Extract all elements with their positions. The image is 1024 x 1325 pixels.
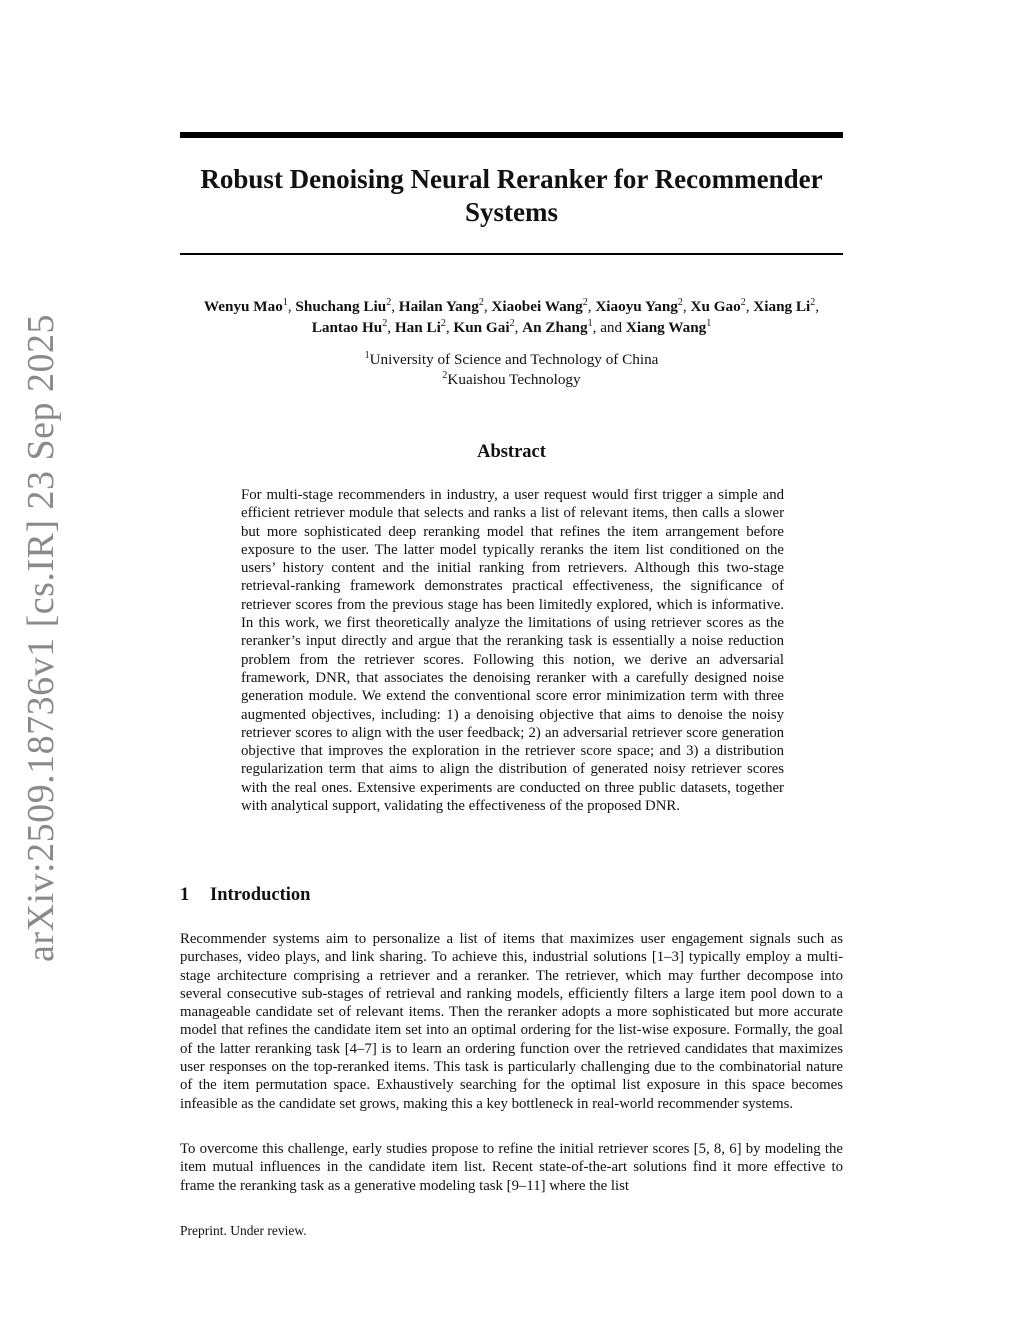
author-affiliation-mark: 2 (509, 318, 515, 329)
author-name: Wenyu Mao (203, 298, 283, 315)
author-name: Hailan Yang (398, 298, 479, 315)
paper-title (180, 163, 843, 229)
section-title: Introduction (210, 885, 311, 905)
author-affiliation-mark: 1 (706, 318, 712, 329)
intro-paragraph-2: To overcome this challenge, early studies propose to refine the initial retriever scores [5, 8, 6] by modeling the item mutual influences in the candidate item list. Recent state-of-the-art solutions find it more effective to frame the reranking task as a generative modeling task [9–11] where the list (180, 1141, 843, 1194)
title-line-1: Robust Denoising Neural Reranker for Recommender (200, 164, 823, 194)
section-heading (180, 885, 843, 906)
author-name: Xiang Wang (625, 319, 707, 336)
affiliation-number: 2 (442, 370, 448, 381)
author-affiliation-mark: 2 (582, 297, 588, 308)
abstract-heading: Abstract (477, 442, 546, 462)
author-name: Kun Gai (453, 319, 510, 336)
authors-and: and (600, 319, 623, 336)
author-name: Xiang Li (753, 298, 811, 315)
author-list: Wenyu Mao$^1$, Shuchang Liu$^2$, Hailan Yang$^2$, Xiaobei Wang$^2$, Xiaoyu Yang$^2$, Xu Gao$^2$, Xiang Li$^2$, Lantao Hu$^2$, Han Li$^2$, Kun Gai$^2$, An Zhang$^1$, and Xiang Wang$^1$ (203, 297, 820, 336)
affiliation-number: 1 (364, 350, 370, 361)
affiliation-name: Kuaishou Technology (447, 371, 581, 388)
affiliation-name: University of Science and Technology of China (369, 351, 659, 368)
author-affiliation-mark: 2 (382, 318, 388, 329)
author-affiliation-mark: 2 (810, 297, 816, 308)
author-affiliation-mark: 2 (740, 297, 746, 308)
section-number: 1 (180, 885, 190, 905)
arxiv-identifier: arXiv:2509.18736v1 [cs.IR] 23 Sep 2025 (20, 313, 62, 962)
title-rule-top (180, 132, 843, 138)
intro-paragraph-1: Recommender systems aim to personalize a list of items that maximizes user engagement signals such as purchases, video plays, and link sharing. To achieve this, industrial solutions [1–3] typically employ a multi-stage architecture comprising a retriever and a reranker. The retriever, which may further decompose into several consecutive sub-stages of retrieval and ranking models, efficiently filters a large item pool down to a manageable candidate set of relevant items. Then the reranker adopts a more sophisticated but more accurate model that refines the candidate item set into an optimal ordering for the list-wise exposure. Formally, the goal of the latter reranking task [4–7] is to learn an ordering function over the retrieved candidates that maximizes user responses on the top-reranked items. This task is particularly challenging due to the combinatorial nature of the item permutation space. Exhaustively searching for the optimal list exposure in this space becomes infeasible as the candidate set grows, making this a key bottleneck in real-world recommender systems. (180, 931, 843, 1112)
author-affiliation-mark: 2 (386, 297, 392, 308)
affiliation-list (180, 350, 843, 390)
author-name: Xiaobei Wang (491, 298, 583, 315)
author-name: Han Li (394, 319, 441, 336)
author-affiliation-mark: 2 (677, 297, 683, 308)
page-footer: Preprint. Under review. (180, 1223, 307, 1238)
author-name: An Zhang (522, 319, 588, 336)
author-name: Lantao Hu (311, 319, 383, 336)
author-affiliation-mark: 1 (587, 318, 593, 329)
title-rule-bottom (180, 253, 843, 255)
author-affiliation-mark: 2 (478, 297, 484, 308)
author-name: Xiaoyu Yang (595, 298, 678, 315)
author-name: Shuchang Liu (295, 298, 387, 315)
title-line-2: Systems (465, 197, 558, 227)
author-affiliation-mark: 1 (282, 297, 288, 308)
author-name: Xu Gao (690, 298, 741, 315)
author-affiliation-mark: 2 (440, 318, 446, 329)
abstract-text: For multi-stage recommenders in industry, a user request would first trigger a simple and efficient retriever module that selects and ranks a list of relevant items, then calls a slower but more sophisticated deep reranking model that refines the item arrangement before exposure to the user. The latter model typically reranks the item list conditioned on the users’ history content and the initial ranking from retrievers. Although this two-stage retrieval-ranking framework demonstrates practical effectiveness, the significance of retriever scores from the previous stage has been limitedly explored, which is informative. In this work, we first theoretically analyze the limitations of using retriever scores as the reranker’s input directly and argue that the reranking task is essentially a noise reduction problem from the retriever scores. Following this notion, we derive an adversarial framework, DNR, that associates the denoising reranker with a carefully designed noise generation module. We extend the conventional score error minimization term with three augmented objectives, including: 1) a denoising objective that aims to denoise the noisy retriever scores to align with the user feedback; 2) an adversarial retriever score generation objective that improves the exploration in the retriever score space; and 3) a distribution regularization term that aims to align the distribution of generated noisy retriever scores with the real ones. Extensive experiments are conducted on three public datasets, together with analytical support, validating the effectiveness of the proposed DNR. (241, 487, 784, 815)
